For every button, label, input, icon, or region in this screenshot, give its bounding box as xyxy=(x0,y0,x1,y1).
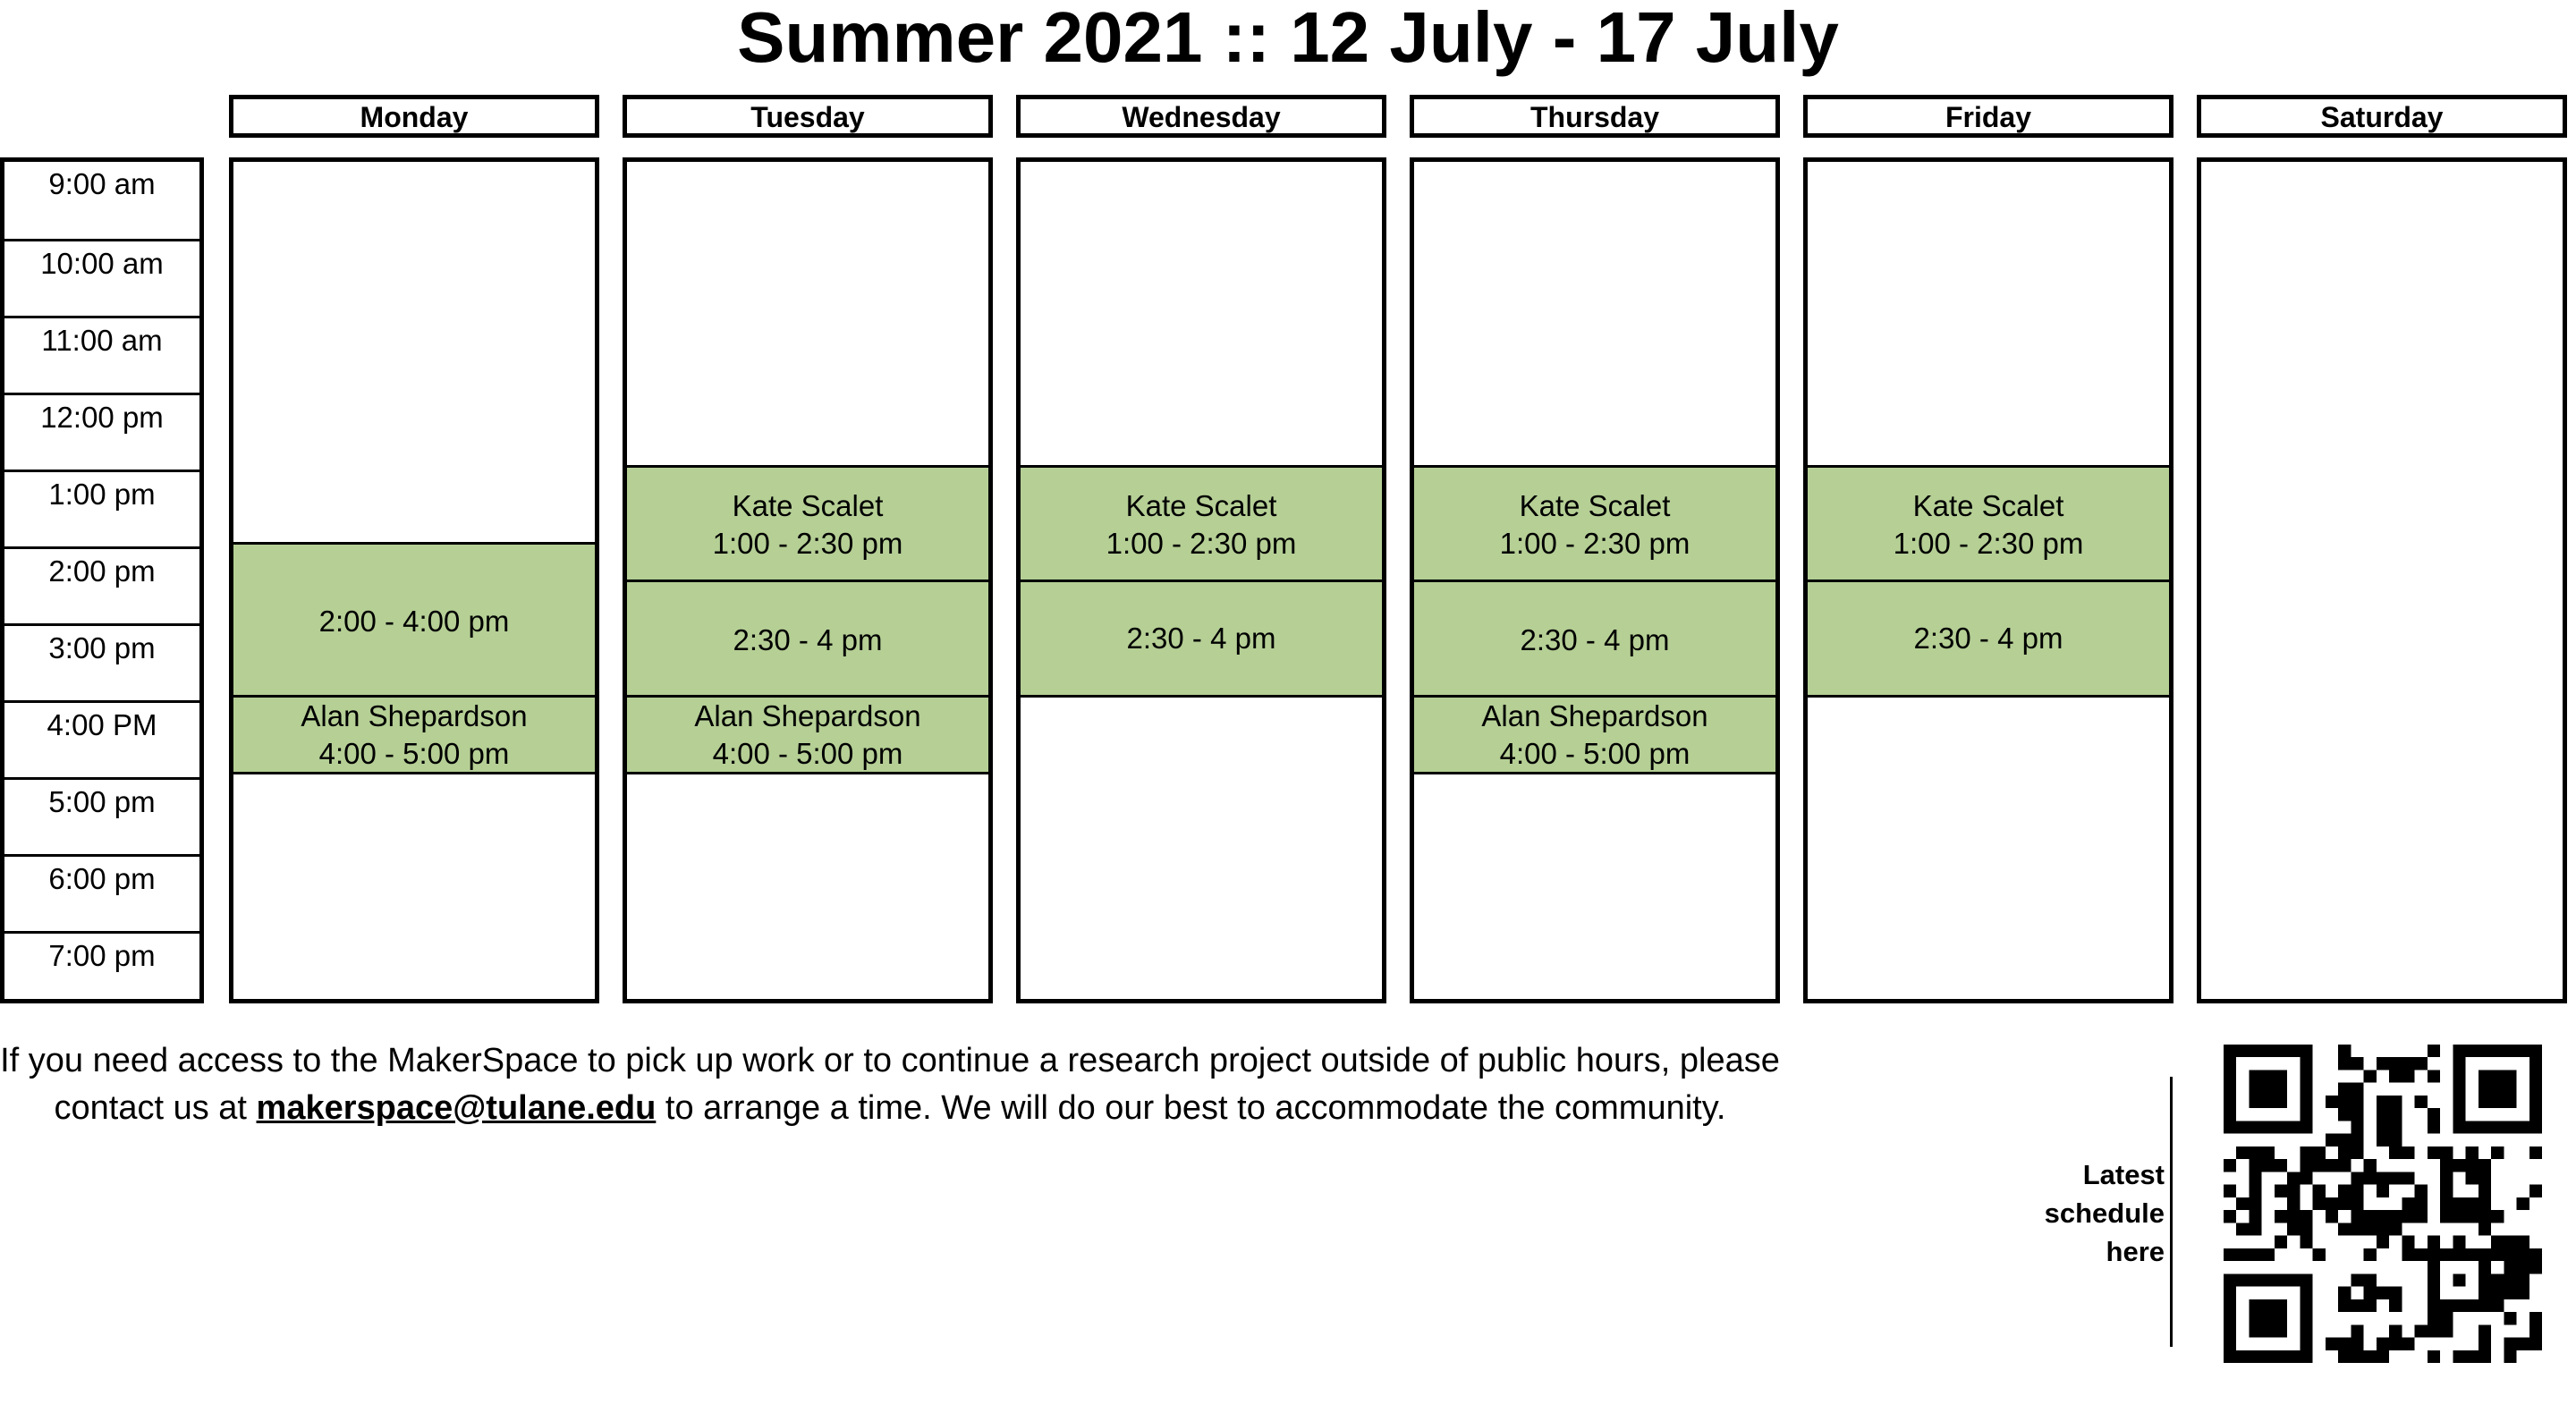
day-header-tuesday: Tuesday xyxy=(623,95,993,138)
time-slot: 10:00 am xyxy=(4,239,199,316)
time-slot: 2:00 pm xyxy=(4,546,199,623)
time-slot: 7:00 pm xyxy=(4,931,199,1008)
qr-code-icon[interactable] xyxy=(2224,1045,2542,1363)
schedule-block xyxy=(1021,580,1382,698)
block-time: 4:00 - 5:00 pm xyxy=(1499,736,1690,770)
block-time: 2:30 - 4 pm xyxy=(1520,622,1670,656)
day-column-friday xyxy=(1803,157,2174,1003)
page-title: Summer 2021 :: 12 July - 17 July xyxy=(737,0,1839,77)
schedule-block xyxy=(233,695,595,774)
block-name: Alan Shepardson xyxy=(301,698,528,732)
block-name: Kate Scalet xyxy=(1912,489,2064,522)
block-time: 1:00 - 2:30 pm xyxy=(1893,527,2084,560)
schedule-block xyxy=(627,580,988,698)
block-name: Alan Shepardson xyxy=(694,698,921,732)
qr-label-line: here xyxy=(2106,1236,2165,1267)
time-slot: 5:00 pm xyxy=(4,777,199,854)
schedule-block xyxy=(233,542,595,698)
notice-text-after: to arrange a time. We will do our best to accommodate the community. xyxy=(656,1089,1726,1127)
time-slot: 12:00 pm xyxy=(4,393,199,470)
contact-email-link[interactable]: makerspace@tulane.edu xyxy=(256,1089,657,1127)
time-column xyxy=(0,157,204,1003)
block-time: 1:00 - 2:30 pm xyxy=(1106,527,1297,560)
block-time: 2:30 - 4 pm xyxy=(1913,622,2063,655)
qr-divider xyxy=(2170,1077,2173,1347)
schedule-block xyxy=(1808,465,2169,582)
day-column-tuesday xyxy=(623,157,993,1003)
day-header-friday: Friday xyxy=(1803,95,2174,138)
day-header-thursday: Thursday xyxy=(1410,95,1780,138)
schedule-block xyxy=(627,465,988,582)
access-notice xyxy=(0,1037,1780,1132)
time-slot: 11:00 am xyxy=(4,316,199,393)
time-slot: 6:00 pm xyxy=(4,854,199,931)
block-time: 2:30 - 4 pm xyxy=(733,622,883,656)
block-time: 4:00 - 5:00 pm xyxy=(712,736,903,770)
schedule-block xyxy=(627,695,988,774)
schedule-block xyxy=(1414,695,1775,774)
qr-label-line: schedule xyxy=(2044,1197,2165,1229)
block-time: 2:00 - 4:00 pm xyxy=(318,604,510,638)
day-header-saturday: Saturday xyxy=(2197,95,2567,138)
schedule-block xyxy=(1021,465,1382,582)
block-name: Kate Scalet xyxy=(1125,489,1277,522)
notice-text-before: If you need access to the MakerSpace to pick up work or to continue a research project outside of public hours, please contact us at xyxy=(0,1042,1780,1127)
time-slot: 4:00 PM xyxy=(4,700,199,777)
qr-label xyxy=(1986,1155,2165,1271)
time-slot: 1:00 pm xyxy=(4,470,199,546)
block-name: Kate Scalet xyxy=(1519,489,1671,522)
block-time: 1:00 - 2:30 pm xyxy=(1499,527,1690,560)
block-name: Alan Shepardson xyxy=(1481,698,1708,732)
day-column-monday xyxy=(229,157,599,1003)
day-header-monday: Monday xyxy=(229,95,599,138)
block-time: 2:30 - 4 pm xyxy=(1126,622,1276,655)
schedule-block xyxy=(1808,580,2169,698)
block-time: 1:00 - 2:30 pm xyxy=(712,527,903,560)
schedule-block xyxy=(1414,580,1775,698)
qr-label-line: Latest xyxy=(2082,1159,2165,1190)
day-column-wednesday xyxy=(1016,157,1386,1003)
schedule-block xyxy=(1414,465,1775,582)
day-column-saturday xyxy=(2197,157,2567,1003)
day-column-thursday xyxy=(1410,157,1780,1003)
time-slot: 9:00 am xyxy=(48,167,156,200)
block-time: 4:00 - 5:00 pm xyxy=(318,736,510,770)
time-slot: 3:00 pm xyxy=(4,623,199,700)
day-header-wednesday: Wednesday xyxy=(1016,95,1386,138)
block-name: Kate Scalet xyxy=(732,489,884,522)
